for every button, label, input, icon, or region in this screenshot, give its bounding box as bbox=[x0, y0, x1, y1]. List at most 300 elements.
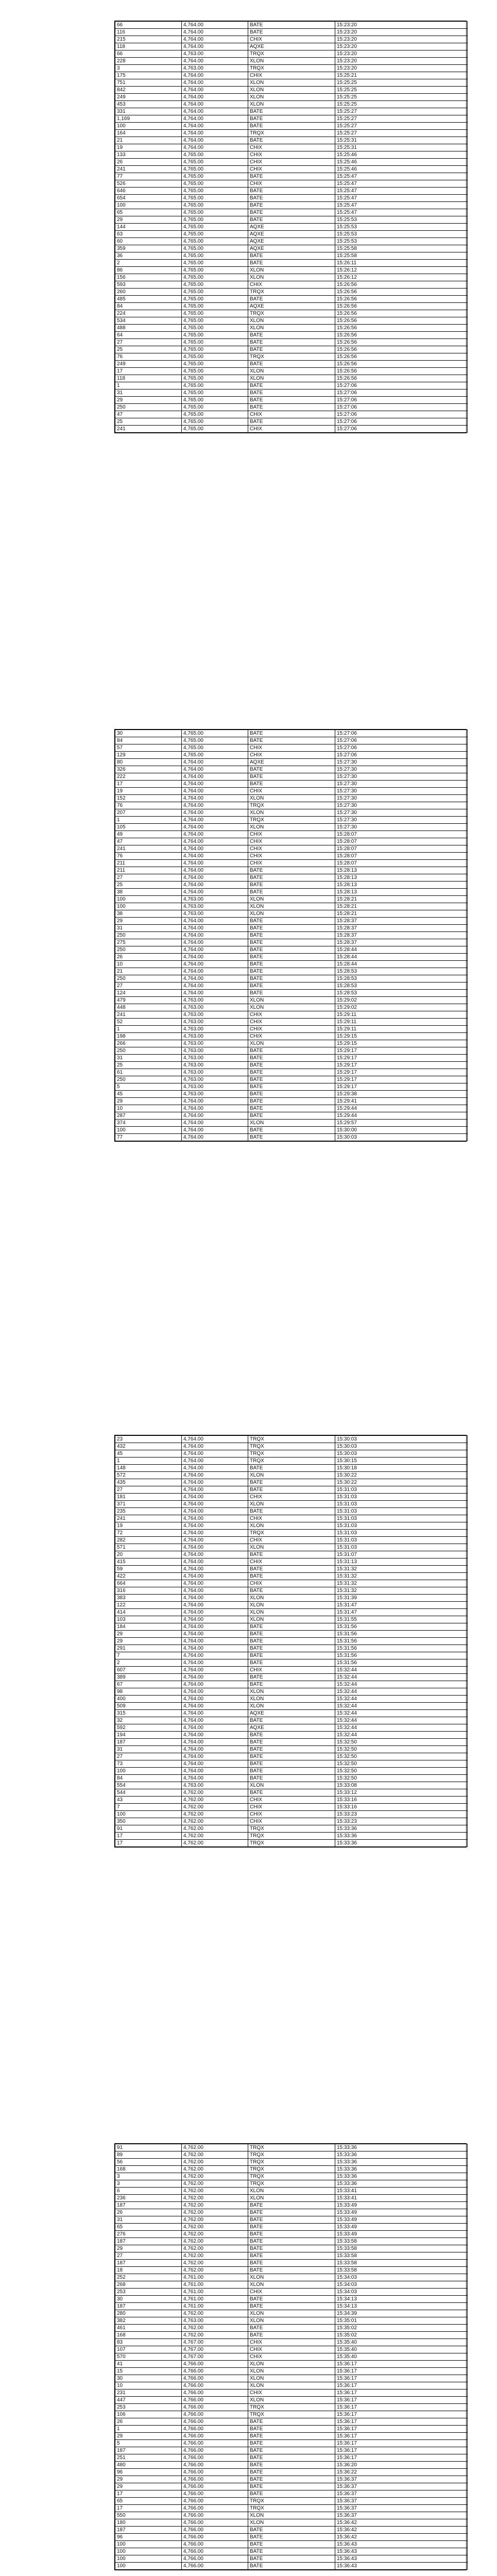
venue-cell: XLON bbox=[248, 1696, 335, 1703]
table-row bbox=[115, 303, 468, 310]
venue-cell: TRQX bbox=[248, 2151, 335, 2159]
time-cell: 15:33:49 bbox=[335, 2231, 468, 2238]
table-row bbox=[115, 1825, 468, 1833]
venue-cell: AQXE bbox=[248, 245, 335, 252]
volume-cell: 29 bbox=[115, 397, 182, 404]
table-row bbox=[115, 310, 468, 317]
volume-cell: 207 bbox=[115, 809, 182, 817]
venue-cell: AQXE bbox=[248, 1710, 335, 1717]
price-cell: 4,764.00 bbox=[182, 1537, 248, 1544]
time-cell: 15:27:06 bbox=[335, 730, 468, 737]
table-row bbox=[115, 72, 468, 79]
table-row bbox=[115, 195, 468, 202]
volume-cell: 29 bbox=[115, 216, 182, 224]
volume-cell: 77 bbox=[115, 173, 182, 180]
volume-cell: 29 bbox=[115, 1631, 182, 1638]
table-row bbox=[115, 1083, 468, 1091]
venue-cell: XLON bbox=[248, 2519, 335, 2527]
volume-cell: 175 bbox=[115, 72, 182, 79]
price-cell: 4,765.00 bbox=[182, 224, 248, 231]
price-cell: 4,763.00 bbox=[182, 997, 248, 1004]
venue-cell: BATE bbox=[248, 397, 335, 404]
time-cell: 15:25:53 bbox=[335, 224, 468, 231]
volume-cell: 215 bbox=[115, 36, 182, 43]
price-cell: 4,764.00 bbox=[182, 1105, 248, 1112]
price-cell: 4,764.00 bbox=[182, 1508, 248, 1515]
table-row bbox=[115, 1522, 468, 1530]
time-cell: 15:28:53 bbox=[335, 982, 468, 990]
volume-cell: 17 bbox=[115, 781, 182, 788]
table-row bbox=[115, 896, 468, 903]
volume-cell: 96 bbox=[115, 2469, 182, 2476]
venue-cell: CHIX bbox=[248, 36, 335, 43]
venue-cell: BATE bbox=[248, 1465, 335, 1472]
price-cell: 4,764.00 bbox=[182, 123, 248, 130]
venue-cell: BATE bbox=[248, 2548, 335, 2555]
table-row bbox=[115, 975, 468, 982]
table-row bbox=[115, 752, 468, 759]
price-cell: 4,762.00 bbox=[182, 1811, 248, 1818]
volume-cell: 84 bbox=[115, 737, 182, 744]
table-row bbox=[115, 1019, 468, 1026]
venue-cell: BATE bbox=[248, 1112, 335, 1120]
table-row bbox=[115, 2245, 468, 2252]
table-row bbox=[115, 802, 468, 809]
venue-cell: XLON bbox=[248, 267, 335, 274]
price-cell: 4,766.00 bbox=[182, 2411, 248, 2418]
trade-table bbox=[115, 21, 468, 433]
time-cell: 15:26:56 bbox=[335, 368, 468, 375]
venue-cell: TRQX bbox=[248, 1458, 335, 1465]
time-cell: 15:33:08 bbox=[335, 1782, 468, 1789]
venue-cell: BATE bbox=[248, 961, 335, 968]
table-row bbox=[115, 361, 468, 368]
venue-cell: TRQX bbox=[248, 2166, 335, 2173]
price-cell: 4,764.00 bbox=[182, 932, 248, 939]
price-cell: 4,762.00 bbox=[182, 2195, 248, 2202]
time-cell: 15:31:03 bbox=[335, 1486, 468, 1494]
venue-cell: XLON bbox=[248, 795, 335, 802]
volume-cell: 80 bbox=[115, 759, 182, 766]
time-cell: 15:25:47 bbox=[335, 195, 468, 202]
price-cell: 4,765.00 bbox=[182, 737, 248, 744]
volume-cell: 241 bbox=[115, 1011, 182, 1019]
table-row bbox=[115, 961, 468, 968]
volume-cell: 251 bbox=[115, 2454, 182, 2462]
volume-cell: 432 bbox=[115, 1443, 182, 1450]
price-cell: 4,764.00 bbox=[182, 1667, 248, 1674]
price-cell: 4,765.00 bbox=[182, 303, 248, 310]
time-cell: 15:28:13 bbox=[335, 867, 468, 874]
price-cell: 4,765.00 bbox=[182, 317, 248, 325]
table-row bbox=[115, 809, 468, 817]
table-row bbox=[115, 1753, 468, 1760]
volume-cell: 435 bbox=[115, 1479, 182, 1486]
volume-cell: 751 bbox=[115, 79, 182, 87]
table-row bbox=[115, 1573, 468, 1580]
time-cell: 15:23:20 bbox=[335, 58, 468, 65]
time-cell: 15:32:50 bbox=[335, 1746, 468, 1753]
venue-cell: CHIX bbox=[248, 1811, 335, 1818]
time-cell: 15:25:46 bbox=[335, 151, 468, 159]
time-cell: 15:29:44 bbox=[335, 1105, 468, 1112]
price-cell: 4,765.00 bbox=[182, 361, 248, 368]
time-cell: 15:30:03 bbox=[335, 1450, 468, 1458]
table-row bbox=[115, 1739, 468, 1746]
price-cell: 4,765.00 bbox=[182, 368, 248, 375]
venue-cell: BATE bbox=[248, 1587, 335, 1595]
price-cell: 4,764.00 bbox=[182, 766, 248, 773]
time-cell: 15:26:56 bbox=[335, 353, 468, 361]
table-row bbox=[115, 2563, 468, 2570]
time-cell: 15:28:44 bbox=[335, 961, 468, 968]
venue-cell: TRQX bbox=[248, 2159, 335, 2166]
venue-cell: BATE bbox=[248, 2209, 335, 2216]
price-cell: 4,765.00 bbox=[182, 267, 248, 274]
table-row bbox=[115, 2433, 468, 2440]
venue-cell: BATE bbox=[248, 2433, 335, 2440]
venue-cell: CHIX bbox=[248, 1019, 335, 1026]
volume-cell: 326 bbox=[115, 766, 182, 773]
table-row bbox=[115, 925, 468, 932]
venue-cell: CHIX bbox=[248, 2389, 335, 2397]
table-row bbox=[115, 58, 468, 65]
table-row bbox=[115, 1566, 468, 1573]
time-cell: 15:27:06 bbox=[335, 411, 468, 418]
volume-cell: 43 bbox=[115, 1797, 182, 1804]
volume-cell: 47 bbox=[115, 411, 182, 418]
venue-cell: BATE bbox=[248, 2555, 335, 2563]
venue-cell: BATE bbox=[248, 2238, 335, 2245]
price-cell: 4,764.00 bbox=[182, 72, 248, 79]
price-cell: 4,763.00 bbox=[182, 1011, 248, 1019]
price-cell: 4,764.00 bbox=[182, 1746, 248, 1753]
time-cell: 15:35:01 bbox=[335, 2317, 468, 2325]
price-cell: 4,762.00 bbox=[182, 2252, 248, 2260]
price-cell: 4,764.00 bbox=[182, 1623, 248, 1631]
table-row bbox=[115, 180, 468, 188]
table-row bbox=[115, 426, 468, 433]
volume-cell: 480 bbox=[115, 2462, 182, 2469]
table-row bbox=[115, 202, 468, 209]
table-row bbox=[115, 1732, 468, 1739]
price-cell: 4,766.00 bbox=[182, 2483, 248, 2490]
venue-cell: BATE bbox=[248, 2231, 335, 2238]
volume-cell: 607 bbox=[115, 1667, 182, 1674]
time-cell: 15:29:57 bbox=[335, 1120, 468, 1127]
price-cell: 4,764.00 bbox=[182, 87, 248, 94]
time-cell: 15:30:03 bbox=[335, 1134, 468, 1141]
time-cell: 15:36:17 bbox=[335, 2375, 468, 2382]
venue-cell: CHIX bbox=[248, 853, 335, 860]
volume-cell: 383 bbox=[115, 1595, 182, 1602]
time-cell: 15:25:27 bbox=[335, 123, 468, 130]
table-row bbox=[115, 2346, 468, 2353]
table-row bbox=[115, 296, 468, 303]
venue-cell: BATE bbox=[248, 1645, 335, 1652]
venue-cell: BATE bbox=[248, 2476, 335, 2483]
volume-cell: 83 bbox=[115, 2339, 182, 2346]
price-cell: 4,764.00 bbox=[182, 1134, 248, 1141]
time-cell: 15:31:03 bbox=[335, 1544, 468, 1551]
volume-cell: 646 bbox=[115, 188, 182, 195]
table-row bbox=[115, 1724, 468, 1732]
time-cell: 15:32:44 bbox=[335, 1667, 468, 1674]
table-row bbox=[115, 375, 468, 382]
volume-cell: 250 bbox=[115, 975, 182, 982]
table-row bbox=[115, 1818, 468, 1825]
venue-cell: BATE bbox=[248, 925, 335, 932]
table-row bbox=[115, 274, 468, 281]
table-row bbox=[115, 1631, 468, 1638]
table-row bbox=[115, 2389, 468, 2397]
price-cell: 4,764.00 bbox=[182, 1659, 248, 1667]
venue-cell: BATE bbox=[248, 195, 335, 202]
table-row bbox=[115, 1746, 468, 1753]
venue-cell: TRQX bbox=[248, 65, 335, 72]
time-cell: 15:26:56 bbox=[335, 303, 468, 310]
volume-cell: 65 bbox=[115, 2224, 182, 2231]
venue-cell: BATE bbox=[248, 115, 335, 123]
time-cell: 15:28:37 bbox=[335, 918, 468, 925]
volume-cell: 144 bbox=[115, 224, 182, 231]
time-cell: 15:31:56 bbox=[335, 1623, 468, 1631]
time-cell: 15:36:17 bbox=[335, 2426, 468, 2433]
price-cell: 4,762.00 bbox=[182, 1833, 248, 1840]
time-cell: 15:25:47 bbox=[335, 202, 468, 209]
price-cell: 4,764.00 bbox=[182, 36, 248, 43]
price-cell: 4,764.00 bbox=[182, 860, 248, 867]
venue-cell: XLON bbox=[248, 1782, 335, 1789]
venue-cell: BATE bbox=[248, 1623, 335, 1631]
venue-cell: XLON bbox=[248, 2361, 335, 2368]
volume-cell: 187 bbox=[115, 1739, 182, 1746]
price-cell: 4,765.00 bbox=[182, 166, 248, 173]
time-cell: 15:27:06 bbox=[335, 737, 468, 744]
price-cell: 4,763.00 bbox=[182, 65, 248, 72]
venue-cell: CHIX bbox=[248, 1011, 335, 1019]
venue-cell: BATE bbox=[248, 216, 335, 224]
volume-cell: 65 bbox=[115, 2498, 182, 2505]
venue-cell: XLON bbox=[248, 1004, 335, 1011]
venue-cell: BATE bbox=[248, 918, 335, 925]
time-cell: 15:26:56 bbox=[335, 375, 468, 382]
volume-cell: 133 bbox=[115, 151, 182, 159]
table-row bbox=[115, 824, 468, 831]
volume-cell: 66 bbox=[115, 22, 182, 29]
venue-cell: CHIX bbox=[248, 426, 335, 433]
venue-cell: TRQX bbox=[248, 1825, 335, 1833]
volume-cell: 60 bbox=[115, 238, 182, 245]
venue-cell: BATE bbox=[248, 108, 335, 115]
price-cell: 4,766.00 bbox=[182, 2433, 248, 2440]
table-row bbox=[115, 1667, 468, 1674]
table-row bbox=[115, 1587, 468, 1595]
table-row bbox=[115, 159, 468, 166]
table-row bbox=[115, 1537, 468, 1544]
time-cell: 15:36:22 bbox=[335, 2469, 468, 2476]
volume-cell: 30 bbox=[115, 2375, 182, 2382]
table-row bbox=[115, 1098, 468, 1105]
venue-cell: BATE bbox=[248, 137, 335, 144]
time-cell: 15:25:31 bbox=[335, 144, 468, 151]
price-cell: 4,765.00 bbox=[182, 281, 248, 289]
price-cell: 4,761.00 bbox=[182, 2274, 248, 2281]
volume-cell: 250 bbox=[115, 932, 182, 939]
price-cell: 4,764.00 bbox=[182, 1717, 248, 1724]
volume-cell: 3 bbox=[115, 65, 182, 72]
venue-cell: TRQX bbox=[248, 130, 335, 137]
volume-cell: 38 bbox=[115, 889, 182, 896]
time-cell: 15:27:30 bbox=[335, 802, 468, 809]
time-cell: 15:34:39 bbox=[335, 2310, 468, 2317]
venue-cell: TRQX bbox=[248, 2498, 335, 2505]
price-cell: 4,763.00 bbox=[182, 1026, 248, 1033]
table-row bbox=[115, 2332, 468, 2339]
table-row bbox=[115, 1609, 468, 1616]
venue-cell: CHIX bbox=[248, 1818, 335, 1825]
table-row bbox=[115, 2548, 468, 2555]
price-cell: 4,763.00 bbox=[182, 1076, 248, 1083]
volume-cell: 422 bbox=[115, 1573, 182, 1580]
volume-cell: 36 bbox=[115, 252, 182, 260]
price-cell: 4,765.00 bbox=[182, 418, 248, 426]
time-cell: 15:28:37 bbox=[335, 939, 468, 946]
time-cell: 15:36:17 bbox=[335, 2389, 468, 2397]
volume-cell: 91 bbox=[115, 2144, 182, 2151]
volume-cell: 64 bbox=[115, 332, 182, 339]
volume-cell: 59 bbox=[115, 1566, 182, 1573]
venue-cell: BATE bbox=[248, 1573, 335, 1580]
venue-cell: XLON bbox=[248, 274, 335, 281]
price-cell: 4,766.00 bbox=[182, 2505, 248, 2512]
table-row bbox=[115, 29, 468, 36]
volume-cell: 30 bbox=[115, 2296, 182, 2303]
table-row bbox=[115, 1775, 468, 1782]
price-cell: 4,763.00 bbox=[182, 1033, 248, 1040]
volume-cell: 211 bbox=[115, 867, 182, 874]
venue-cell: BATE bbox=[248, 954, 335, 961]
time-cell: 15:33:12 bbox=[335, 1789, 468, 1797]
volume-cell: 76 bbox=[115, 802, 182, 809]
volume-cell: 371 bbox=[115, 1501, 182, 1508]
price-cell: 4,762.00 bbox=[182, 2310, 248, 2317]
table-row bbox=[115, 2224, 468, 2231]
venue-cell: BATE bbox=[248, 773, 335, 781]
time-cell: 15:29:15 bbox=[335, 1033, 468, 1040]
time-cell: 15:36:17 bbox=[335, 2361, 468, 2368]
venue-cell: XLON bbox=[248, 2317, 335, 2325]
table-row bbox=[115, 1616, 468, 1623]
volume-cell: 187 bbox=[115, 2527, 182, 2534]
trade-table bbox=[115, 2144, 468, 2570]
price-cell: 4,764.00 bbox=[182, 1739, 248, 1746]
time-cell: 15:34:03 bbox=[335, 2274, 468, 2281]
table-row bbox=[115, 889, 468, 896]
table-row bbox=[115, 2209, 468, 2216]
time-cell: 15:27:30 bbox=[335, 766, 468, 773]
venue-cell: XLON bbox=[248, 896, 335, 903]
time-cell: 15:28:44 bbox=[335, 946, 468, 954]
trade-table bbox=[115, 1435, 468, 1847]
price-cell: 4,762.00 bbox=[182, 2209, 248, 2216]
price-cell: 4,766.00 bbox=[182, 2361, 248, 2368]
venue-cell: BATE bbox=[248, 346, 335, 353]
time-cell: 15:36:43 bbox=[335, 2541, 468, 2548]
table-row bbox=[115, 2260, 468, 2267]
time-cell: 15:28:37 bbox=[335, 925, 468, 932]
time-cell: 15:28:21 bbox=[335, 896, 468, 903]
time-cell: 15:30:22 bbox=[335, 1472, 468, 1479]
price-cell: 4,764.00 bbox=[182, 1566, 248, 1573]
volume-cell: 20 bbox=[115, 1551, 182, 1558]
time-cell: 15:29:11 bbox=[335, 1026, 468, 1033]
time-cell: 15:36:37 bbox=[335, 2498, 468, 2505]
volume-cell: 198 bbox=[115, 1033, 182, 1040]
volume-cell: 280 bbox=[115, 2310, 182, 2317]
venue-cell: BATE bbox=[248, 2469, 335, 2476]
price-cell: 4,764.00 bbox=[182, 781, 248, 788]
table-row bbox=[115, 389, 468, 397]
venue-cell: XLON bbox=[248, 2195, 335, 2202]
table-row bbox=[115, 2454, 468, 2462]
volume-cell: 331 bbox=[115, 108, 182, 115]
volume-cell: 29 bbox=[115, 2433, 182, 2440]
volume-cell: 38 bbox=[115, 910, 182, 918]
time-cell: 15:36:17 bbox=[335, 2404, 468, 2411]
price-cell: 4,764.00 bbox=[182, 1530, 248, 1537]
time-cell: 15:32:44 bbox=[335, 1710, 468, 1717]
venue-cell: BATE bbox=[248, 2440, 335, 2447]
price-cell: 4,764.00 bbox=[182, 1573, 248, 1580]
table-row bbox=[115, 209, 468, 216]
price-cell: 4,763.00 bbox=[182, 1055, 248, 1062]
venue-cell: BATE bbox=[248, 1486, 335, 1494]
price-cell: 4,765.00 bbox=[182, 252, 248, 260]
volume-cell: 266 bbox=[115, 1040, 182, 1047]
volume-cell: 268 bbox=[115, 2281, 182, 2289]
price-cell: 4,765.00 bbox=[182, 173, 248, 180]
time-cell: 15:29:15 bbox=[335, 1040, 468, 1047]
time-cell: 15:25:47 bbox=[335, 173, 468, 180]
price-cell: 4,765.00 bbox=[182, 389, 248, 397]
price-cell: 4,765.00 bbox=[182, 260, 248, 267]
table-row bbox=[115, 404, 468, 411]
time-cell: 15:36:37 bbox=[335, 2483, 468, 2490]
time-cell: 15:31:32 bbox=[335, 1566, 468, 1573]
table-row bbox=[115, 2534, 468, 2541]
time-cell: 15:29:02 bbox=[335, 1004, 468, 1011]
price-cell: 4,762.00 bbox=[182, 2202, 248, 2209]
table-row bbox=[115, 997, 468, 1004]
price-cell: 4,764.00 bbox=[182, 961, 248, 968]
time-cell: 15:33:36 bbox=[335, 1840, 468, 1847]
time-cell: 15:29:11 bbox=[335, 1019, 468, 1026]
time-cell: 15:28:13 bbox=[335, 874, 468, 882]
time-cell: 15:36:42 bbox=[335, 2519, 468, 2527]
table-row bbox=[115, 1703, 468, 1710]
table-row bbox=[115, 1551, 468, 1558]
time-cell: 15:27:06 bbox=[335, 389, 468, 397]
time-cell: 15:33:58 bbox=[335, 2252, 468, 2260]
time-cell: 15:26:56 bbox=[335, 325, 468, 332]
volume-cell: 116 bbox=[115, 29, 182, 36]
table-row bbox=[115, 2231, 468, 2238]
time-cell: 15:33:49 bbox=[335, 2202, 468, 2209]
volume-cell: 100 bbox=[115, 123, 182, 130]
time-cell: 15:36:17 bbox=[335, 2397, 468, 2404]
price-cell: 4,763.00 bbox=[182, 1782, 248, 1789]
